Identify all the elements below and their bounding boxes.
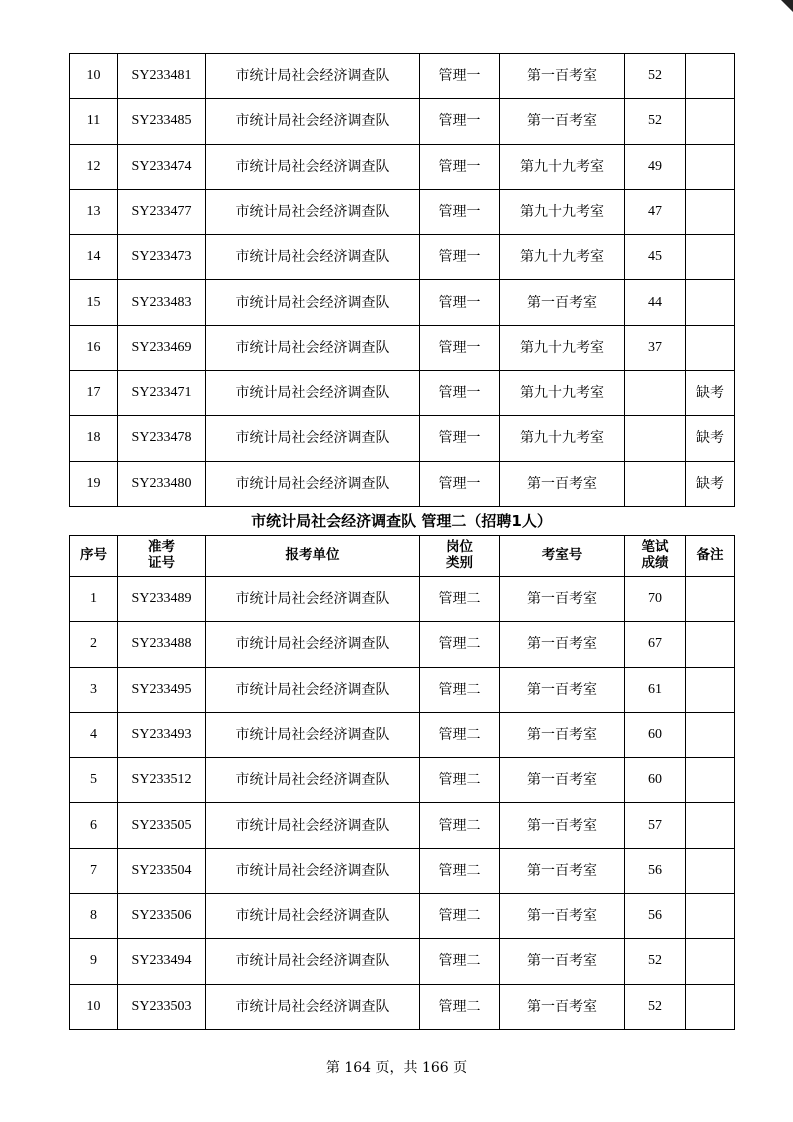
cell-ticket: SY233495 xyxy=(118,667,206,712)
cell-post: 管理一 xyxy=(420,235,500,280)
cell-score xyxy=(625,371,686,416)
cell-unit: 市统计局社会经济调查队 xyxy=(206,803,420,848)
cell-note xyxy=(686,235,735,280)
cell-note xyxy=(686,758,735,803)
cell-room: 第九十九考室 xyxy=(500,416,625,461)
cell-unit: 市统计局社会经济调查队 xyxy=(206,577,420,622)
cell-ticket: SY233503 xyxy=(118,984,206,1029)
header-unit: 报考单位 xyxy=(206,536,420,577)
cell-note xyxy=(686,280,735,325)
cell-seq: 3 xyxy=(70,667,118,712)
cell-note xyxy=(686,622,735,667)
cell-score xyxy=(625,416,686,461)
cell-ticket: SY233512 xyxy=(118,758,206,803)
table-row xyxy=(70,667,735,712)
cell-seq: 10 xyxy=(70,54,118,99)
cell-room: 第一百考室 xyxy=(500,848,625,893)
cell-note: 缺考 xyxy=(686,461,735,506)
cell-score: 52 xyxy=(625,54,686,99)
cell-room: 第一百考室 xyxy=(500,461,625,506)
table-row xyxy=(70,280,735,325)
table-row xyxy=(70,803,735,848)
cell-room: 第一百考室 xyxy=(500,622,625,667)
cell-post: 管理一 xyxy=(420,325,500,370)
cell-seq: 16 xyxy=(70,325,118,370)
cell-post: 管理二 xyxy=(420,712,500,757)
cell-score: 56 xyxy=(625,894,686,939)
cell-score: 60 xyxy=(625,758,686,803)
cell-score: 44 xyxy=(625,280,686,325)
cell-seq: 10 xyxy=(70,984,118,1029)
cell-post: 管理二 xyxy=(420,758,500,803)
cell-post: 管理一 xyxy=(420,371,500,416)
table-body xyxy=(70,54,735,507)
cell-seq: 18 xyxy=(70,416,118,461)
cell-score: 56 xyxy=(625,848,686,893)
table-row xyxy=(70,939,735,984)
cell-post: 管理二 xyxy=(420,939,500,984)
cell-unit: 市统计局社会经济调查队 xyxy=(206,758,420,803)
cell-ticket: SY233506 xyxy=(118,894,206,939)
header-score: 笔试 成绩 xyxy=(625,536,686,577)
cell-ticket: SY233504 xyxy=(118,848,206,893)
table-row xyxy=(70,577,735,622)
cell-note xyxy=(686,54,735,99)
cell-post: 管理一 xyxy=(420,99,500,144)
cell-ticket: SY233469 xyxy=(118,325,206,370)
table-row xyxy=(70,758,735,803)
cell-seq: 1 xyxy=(70,577,118,622)
table-row xyxy=(70,325,735,370)
cell-post: 管理二 xyxy=(420,577,500,622)
cell-room: 第一百考室 xyxy=(500,280,625,325)
cell-room: 第一百考室 xyxy=(500,577,625,622)
cell-room: 第一百考室 xyxy=(500,803,625,848)
cell-room: 第九十九考室 xyxy=(500,144,625,189)
results-table-management-one xyxy=(69,53,735,507)
cell-unit: 市统计局社会经济调查队 xyxy=(206,99,420,144)
cell-post: 管理二 xyxy=(420,848,500,893)
cell-room: 第一百考室 xyxy=(500,984,625,1029)
cell-post: 管理二 xyxy=(420,894,500,939)
cell-note xyxy=(686,803,735,848)
header-post: 岗位 类别 xyxy=(420,536,500,577)
cell-unit: 市统计局社会经济调查队 xyxy=(206,235,420,280)
table-row xyxy=(70,712,735,757)
table-row xyxy=(70,461,735,506)
cell-score: 70 xyxy=(625,577,686,622)
cell-seq: 2 xyxy=(70,622,118,667)
cell-note xyxy=(686,939,735,984)
table-row xyxy=(70,622,735,667)
cell-seq: 6 xyxy=(70,803,118,848)
cell-unit: 市统计局社会经济调查队 xyxy=(206,371,420,416)
cell-post: 管理一 xyxy=(420,189,500,234)
cell-note xyxy=(686,189,735,234)
cell-seq: 5 xyxy=(70,758,118,803)
cell-unit: 市统计局社会经济调查队 xyxy=(206,144,420,189)
table-row xyxy=(70,984,735,1029)
header-note: 备注 xyxy=(686,536,735,577)
cell-score: 37 xyxy=(625,325,686,370)
cell-post: 管理二 xyxy=(420,667,500,712)
cell-unit: 市统计局社会经济调查队 xyxy=(206,622,420,667)
cell-seq: 15 xyxy=(70,280,118,325)
cell-room: 第一百考室 xyxy=(500,667,625,712)
cell-note xyxy=(686,144,735,189)
table-body xyxy=(70,577,735,1030)
cell-seq: 8 xyxy=(70,894,118,939)
cell-room: 第一百考室 xyxy=(500,758,625,803)
header-row xyxy=(70,536,735,577)
cell-note xyxy=(686,848,735,893)
cell-note xyxy=(686,325,735,370)
cell-unit: 市统计局社会经济调查队 xyxy=(206,894,420,939)
cell-room: 第一百考室 xyxy=(500,712,625,757)
cell-ticket: SY233471 xyxy=(118,371,206,416)
cell-unit: 市统计局社会经济调查队 xyxy=(206,984,420,1029)
cell-ticket: SY233474 xyxy=(118,144,206,189)
cell-seq: 4 xyxy=(70,712,118,757)
page-footer: 第 164 页，共 166 页 xyxy=(325,1060,468,1076)
cell-ticket: SY233494 xyxy=(118,939,206,984)
cell-post: 管理一 xyxy=(420,144,500,189)
cell-note: 缺考 xyxy=(686,371,735,416)
cell-room: 第一百考室 xyxy=(500,99,625,144)
cell-unit: 市统计局社会经济调查队 xyxy=(206,848,420,893)
table-row xyxy=(70,189,735,234)
header-room: 考室号 xyxy=(500,536,625,577)
table-row xyxy=(70,848,735,893)
cell-seq: 9 xyxy=(70,939,118,984)
cell-room: 第一百考室 xyxy=(500,939,625,984)
cell-note xyxy=(686,894,735,939)
cell-score: 61 xyxy=(625,667,686,712)
cell-note: 缺考 xyxy=(686,416,735,461)
table-row xyxy=(70,371,735,416)
cell-room: 第九十九考室 xyxy=(500,235,625,280)
table-header xyxy=(70,536,735,577)
cell-ticket: SY233477 xyxy=(118,189,206,234)
cell-seq: 12 xyxy=(70,144,118,189)
table-row xyxy=(70,144,735,189)
cell-ticket: SY233478 xyxy=(118,416,206,461)
cell-unit: 市统计局社会经济调查队 xyxy=(206,667,420,712)
cell-note xyxy=(686,99,735,144)
cell-score: 67 xyxy=(625,622,686,667)
cell-note xyxy=(686,577,735,622)
section-title: 市统计局社会经济调查队 管理二（招聘1人） xyxy=(251,512,552,530)
results-table-management-two xyxy=(69,535,735,1030)
cell-score: 60 xyxy=(625,712,686,757)
cell-unit: 市统计局社会经济调查队 xyxy=(206,325,420,370)
cell-room: 第九十九考室 xyxy=(500,325,625,370)
cell-ticket: SY233480 xyxy=(118,461,206,506)
cell-unit: 市统计局社会经济调查队 xyxy=(206,712,420,757)
cell-note xyxy=(686,712,735,757)
table-row xyxy=(70,416,735,461)
cell-seq: 13 xyxy=(70,189,118,234)
cell-score: 47 xyxy=(625,189,686,234)
cell-ticket: SY233483 xyxy=(118,280,206,325)
cell-room: 第九十九考室 xyxy=(500,371,625,416)
table-row xyxy=(70,99,735,144)
cell-ticket: SY233485 xyxy=(118,99,206,144)
cell-seq: 7 xyxy=(70,848,118,893)
cell-score xyxy=(625,461,686,506)
cell-post: 管理二 xyxy=(420,622,500,667)
cell-seq: 19 xyxy=(70,461,118,506)
cell-score: 52 xyxy=(625,99,686,144)
cell-score: 49 xyxy=(625,144,686,189)
cell-post: 管理二 xyxy=(420,984,500,1029)
table-row xyxy=(70,894,735,939)
cell-ticket: SY233488 xyxy=(118,622,206,667)
cell-seq: 17 xyxy=(70,371,118,416)
cell-unit: 市统计局社会经济调查队 xyxy=(206,416,420,461)
cell-seq: 14 xyxy=(70,235,118,280)
cell-unit: 市统计局社会经济调查队 xyxy=(206,280,420,325)
cell-unit: 市统计局社会经济调查队 xyxy=(206,54,420,99)
cell-note xyxy=(686,667,735,712)
page-corner-mark xyxy=(781,0,793,12)
cell-ticket: SY233481 xyxy=(118,54,206,99)
cell-score: 52 xyxy=(625,984,686,1029)
cell-room: 第一百考室 xyxy=(500,54,625,99)
cell-score: 45 xyxy=(625,235,686,280)
cell-ticket: SY233493 xyxy=(118,712,206,757)
cell-seq: 11 xyxy=(70,99,118,144)
cell-unit: 市统计局社会经济调查队 xyxy=(206,461,420,506)
cell-score: 52 xyxy=(625,939,686,984)
cell-note xyxy=(686,984,735,1029)
header-ticket: 准考 证号 xyxy=(118,536,206,577)
cell-post: 管理一 xyxy=(420,416,500,461)
cell-post: 管理一 xyxy=(420,461,500,506)
cell-unit: 市统计局社会经济调查队 xyxy=(206,189,420,234)
cell-unit: 市统计局社会经济调查队 xyxy=(206,939,420,984)
cell-ticket: SY233505 xyxy=(118,803,206,848)
cell-post: 管理一 xyxy=(420,280,500,325)
cell-room: 第九十九考室 xyxy=(500,189,625,234)
cell-post: 管理二 xyxy=(420,803,500,848)
cell-ticket: SY233489 xyxy=(118,577,206,622)
cell-ticket: SY233473 xyxy=(118,235,206,280)
cell-room: 第一百考室 xyxy=(500,894,625,939)
table-row xyxy=(70,235,735,280)
header-seq: 序号 xyxy=(70,536,118,577)
cell-score: 57 xyxy=(625,803,686,848)
table-row xyxy=(70,54,735,99)
cell-post: 管理一 xyxy=(420,54,500,99)
